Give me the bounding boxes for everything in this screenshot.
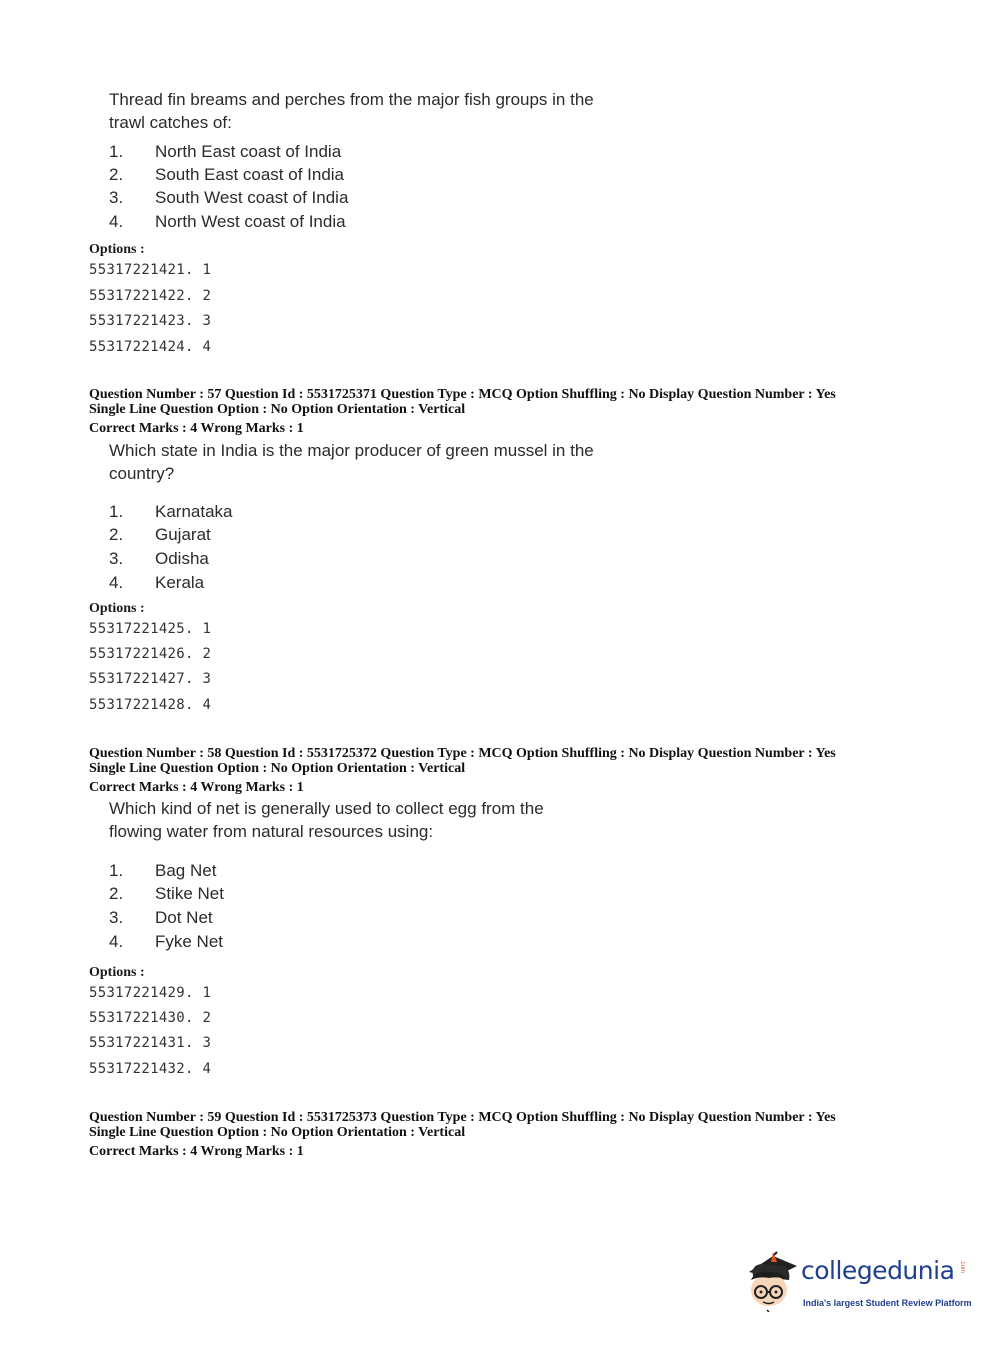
meta-line: Question Number : 59 Question Id : 5531725373 Question Type : MCQ Option Shuffling : No Display Question Number : Yes — [89, 1110, 836, 1125]
options-label: Options : — [89, 965, 145, 980]
choice-item — [109, 547, 209, 570]
question-text-line: flowing water from natural resources using: — [109, 822, 434, 841]
option-id: 55317221432. 4 — [89, 1061, 212, 1077]
meta-line: Question Number : 58 Question Id : 5531725372 Question Type : MCQ Option Shuffling : No Display Question Number : Yes — [89, 746, 836, 761]
choice-item — [109, 930, 223, 953]
question-59-meta — [89, 1110, 836, 1140]
question-57-text — [109, 439, 594, 485]
question-text-line: Thread fin breams and perches from the major fish groups in the — [109, 90, 594, 109]
options-label: Options : — [89, 601, 145, 616]
choice-text: South West coast of India — [155, 188, 349, 207]
option-id: 55317221426. 2 — [89, 646, 212, 662]
question-56-text — [109, 88, 594, 134]
choice-text: Odisha — [155, 549, 209, 568]
choice-text: Dot Net — [155, 908, 213, 927]
choice-number: 1. — [109, 142, 124, 161]
options-label: Options : — [89, 242, 145, 257]
choice-item — [109, 882, 224, 905]
choice-number: 2. — [109, 884, 124, 903]
logo-suffix: .com — [959, 1260, 965, 1274]
question-text-line: Which kind of net is generally used to collect egg from the — [109, 799, 544, 818]
choice-text: Kerala — [155, 573, 205, 592]
meta-line: Single Line Question Option : No Option Orientation : Vertical — [89, 761, 466, 776]
choice-item — [109, 210, 346, 233]
choice-text: Fyke Net — [155, 932, 224, 951]
option-id: 55317221430. 2 — [89, 1010, 212, 1026]
choice-text: South East coast of India — [155, 165, 345, 184]
choice-item — [109, 163, 344, 186]
choice-text: North West coast of India — [155, 212, 346, 231]
mascot-icon — [743, 1250, 799, 1312]
marks-line: Correct Marks : 4 Wrong Marks : 1 — [89, 780, 304, 795]
choice-item — [109, 500, 233, 523]
meta-line: Single Line Question Option : No Option Orientation : Vertical — [89, 402, 466, 417]
option-id: 55317221428. 4 — [89, 697, 212, 713]
option-id: 55317221421. 1 — [89, 262, 212, 278]
option-id: 55317221423. 3 — [89, 313, 212, 329]
choice-number: 4. — [109, 932, 124, 951]
collegedunia-logo — [743, 1250, 972, 1320]
choice-number: 4. — [109, 573, 124, 592]
option-id: 55317221422. 2 — [89, 288, 212, 304]
question-57-meta — [89, 387, 836, 417]
choice-item — [109, 523, 211, 546]
logo-tagline: India's largest Student Review Platform — [803, 1298, 972, 1308]
question-58-meta — [89, 746, 836, 776]
option-id: 55317221424. 4 — [89, 339, 212, 355]
choice-item — [109, 186, 348, 209]
marks-line: Correct Marks : 4 Wrong Marks : 1 — [89, 421, 304, 436]
option-id: 55317221429. 1 — [89, 985, 212, 1001]
question-text-line: country? — [109, 464, 175, 483]
option-id: 55317221427. 3 — [89, 671, 212, 687]
choice-number: 1. — [109, 861, 124, 880]
choice-item — [109, 571, 204, 594]
choice-item — [109, 140, 341, 163]
choice-number: 2. — [109, 165, 124, 184]
choice-number: 3. — [109, 549, 124, 568]
meta-line: Single Line Question Option : No Option Orientation : Vertical — [89, 1125, 466, 1140]
choice-item — [109, 906, 213, 929]
option-id: 55317221425. 1 — [89, 621, 212, 637]
question-text-line: trawl catches of: — [109, 113, 232, 132]
choice-number: 3. — [109, 908, 124, 927]
choice-number: 1. — [109, 502, 124, 521]
choice-text: Stike Net — [155, 884, 224, 903]
choice-text: North East coast of India — [155, 142, 342, 161]
choice-number: 2. — [109, 525, 124, 544]
question-text-line: Which state in India is the major producer of green mussel in the — [109, 441, 594, 460]
option-id: 55317221431. 3 — [89, 1035, 212, 1051]
choice-text: Karnataka — [155, 502, 233, 521]
meta-line: Question Number : 57 Question Id : 5531725371 Question Type : MCQ Option Shuffling : No Display Question Number : Yes — [89, 387, 836, 402]
choice-text: Gujarat — [155, 525, 211, 544]
choice-item — [109, 859, 216, 882]
choice-number: 3. — [109, 188, 124, 207]
marks-line: Correct Marks : 4 Wrong Marks : 1 — [89, 1144, 304, 1159]
question-58-text — [109, 797, 544, 843]
choice-number: 4. — [109, 212, 124, 231]
choice-text: Bag Net — [155, 861, 217, 880]
logo-wordmark: collegedunia — [801, 1256, 955, 1285]
